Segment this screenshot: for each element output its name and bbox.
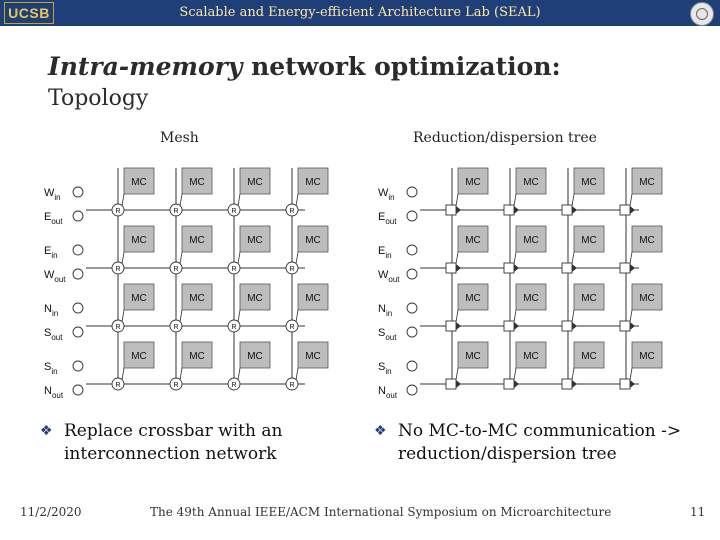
mc-label: MC: [639, 177, 655, 188]
port-label: $E_{out}$: [44, 211, 63, 226]
mc-link: [122, 252, 124, 264]
tree-arrow: [572, 380, 577, 388]
tree-arrow: [514, 322, 519, 330]
mc-link: [238, 194, 240, 206]
mc-link: [630, 310, 632, 322]
mc-label: MC: [131, 351, 147, 362]
router-label: R: [231, 266, 237, 273]
port-circle: [73, 269, 83, 279]
tree-node: [562, 379, 572, 389]
mc-label: MC: [639, 293, 655, 304]
port-label-sub: out: [385, 391, 398, 400]
mc-link: [630, 252, 632, 264]
diamond-bullet-icon: ❖: [374, 423, 387, 439]
port-label-sub: in: [51, 309, 59, 318]
mc-label: MC: [189, 177, 205, 188]
mc-link: [514, 252, 516, 264]
port-label-sub: in: [54, 193, 61, 202]
bullet-right: [374, 420, 694, 466]
mc-label: MC: [639, 235, 655, 246]
tree-node: [446, 379, 456, 389]
port-label-sub: out: [385, 217, 397, 226]
mc-link: [238, 252, 240, 264]
tree-arrow: [456, 206, 461, 214]
mc-label: MC: [465, 235, 481, 246]
port-circle: [407, 361, 417, 371]
tree-node: [620, 205, 630, 215]
mc-link: [180, 368, 182, 380]
tree-caption: Reduction/dispersion tree: [413, 130, 597, 146]
port-label-sub: out: [51, 217, 63, 226]
mc-label: MC: [465, 293, 481, 304]
mc-link: [456, 194, 458, 206]
mc-link: [630, 368, 632, 380]
port-label-sub: out: [385, 333, 397, 342]
tree-arrow: [514, 264, 519, 272]
tree-arrow: [572, 264, 577, 272]
port-label: $S_{in}$: [44, 361, 58, 376]
mc-link: [630, 194, 632, 206]
mc-link: [296, 310, 298, 322]
port-circle: [407, 245, 417, 255]
router-label: R: [289, 208, 295, 215]
tree-arrow: [456, 380, 461, 388]
ucsb-logo: UCSB: [4, 2, 54, 24]
port-label-sub: in: [385, 309, 393, 318]
tree-arrow: [572, 322, 577, 330]
mc-link: [514, 310, 516, 322]
mc-label: MC: [639, 351, 655, 362]
mc-label: MC: [131, 235, 147, 246]
slide-title-italic: Intra-memory: [48, 52, 243, 81]
router-label: R: [289, 266, 295, 273]
port-label: $W_{out}$: [44, 269, 66, 284]
footer-conference: The 49th Annual IEEE/ACM International Symposium on Microarchitecture: [150, 505, 612, 519]
mc-link: [122, 194, 124, 206]
page-number: 11: [690, 505, 706, 519]
mc-link: [456, 368, 458, 380]
tree-arrow: [630, 380, 635, 388]
mc-label: MC: [247, 177, 263, 188]
port-circle: [407, 327, 417, 337]
mc-link: [238, 368, 240, 380]
mesh-diagram: [30, 158, 350, 403]
tree-arrow: [572, 206, 577, 214]
mc-label: MC: [523, 177, 539, 188]
port-circle: [73, 303, 83, 313]
tree-node: [504, 321, 514, 331]
mc-link: [180, 252, 182, 264]
mc-link: [122, 310, 124, 322]
tree-arrow: [630, 264, 635, 272]
bullet-left: [40, 420, 330, 466]
router-label: R: [289, 382, 295, 389]
router-label: R: [173, 382, 179, 389]
mc-label: MC: [305, 235, 321, 246]
port-circle: [407, 211, 417, 221]
mc-link: [572, 310, 574, 322]
mc-label: MC: [523, 351, 539, 362]
router-label: R: [115, 266, 121, 273]
port-label-sub: out: [388, 275, 400, 284]
mc-link: [456, 252, 458, 264]
tree-node: [562, 205, 572, 215]
mc-label: MC: [581, 293, 597, 304]
mc-label: MC: [189, 293, 205, 304]
mc-link: [456, 310, 458, 322]
tree-node: [446, 263, 456, 273]
mc-link: [180, 310, 182, 322]
mc-link: [180, 194, 182, 206]
mc-label: MC: [581, 351, 597, 362]
mc-link: [296, 194, 298, 206]
port-label-sub: in: [385, 367, 392, 376]
mc-link: [296, 368, 298, 380]
port-label-sub: in: [388, 193, 395, 202]
router-label: R: [173, 208, 179, 215]
mc-link: [122, 368, 124, 380]
lab-name: Scalable and Energy-efficient Architecture Lab (SEAL): [179, 5, 541, 20]
mc-label: MC: [465, 177, 481, 188]
mc-label: MC: [247, 293, 263, 304]
router-label: R: [289, 324, 295, 331]
tree-arrow: [630, 322, 635, 330]
port-label: $E_{in}$: [378, 245, 392, 260]
port-label: $N_{out}$: [44, 385, 64, 400]
router-label: R: [115, 382, 121, 389]
port-circle: [407, 187, 417, 197]
port-label: $W_{in}$: [378, 187, 395, 202]
mc-label: MC: [523, 235, 539, 246]
mc-label: MC: [305, 293, 321, 304]
port-circle: [407, 269, 417, 279]
mc-label: MC: [131, 177, 147, 188]
mc-link: [572, 368, 574, 380]
port-circle: [73, 187, 83, 197]
port-label: $N_{out}$: [378, 385, 398, 400]
tree-arrow: [630, 206, 635, 214]
tree-node: [446, 321, 456, 331]
mc-label: MC: [131, 293, 147, 304]
port-circle: [407, 385, 417, 395]
mc-label: MC: [247, 235, 263, 246]
mc-label: MC: [523, 293, 539, 304]
mc-label: MC: [247, 351, 263, 362]
port-label: $W_{out}$: [378, 269, 400, 284]
port-circle: [73, 361, 83, 371]
tree-node: [504, 205, 514, 215]
tree-node: [446, 205, 456, 215]
mc-link: [572, 252, 574, 264]
port-label-sub: out: [51, 333, 63, 342]
diamond-bullet-icon: ❖: [40, 423, 53, 439]
tree-node: [620, 263, 630, 273]
mc-label: MC: [305, 351, 321, 362]
tree-node: [562, 263, 572, 273]
port-label: $S_{out}$: [44, 327, 63, 342]
tree-node: [562, 321, 572, 331]
port-label-sub: out: [51, 391, 64, 400]
port-circle: [73, 327, 83, 337]
port-circle: [407, 303, 417, 313]
port-label: $S_{out}$: [378, 327, 397, 342]
router-label: R: [115, 324, 121, 331]
port-label: $N_{in}$: [378, 303, 393, 318]
footer-date: 11/2/2020: [20, 505, 82, 519]
port-circle: [73, 385, 83, 395]
mc-label: MC: [189, 351, 205, 362]
port-label: $S_{in}$: [378, 361, 392, 376]
port-circle: [73, 211, 83, 221]
header-bar: [0, 0, 720, 26]
tree-arrow: [514, 206, 519, 214]
mc-link: [572, 194, 574, 206]
mc-label: MC: [465, 351, 481, 362]
router-label: R: [173, 266, 179, 273]
tree-arrow: [456, 264, 461, 272]
port-label: $W_{in}$: [44, 187, 61, 202]
router-label: R: [231, 208, 237, 215]
mc-link: [296, 252, 298, 264]
router-label: R: [231, 324, 237, 331]
mc-link: [514, 368, 516, 380]
mc-label: MC: [189, 235, 205, 246]
mc-link: [514, 194, 516, 206]
router-label: R: [115, 208, 121, 215]
port-label: $E_{in}$: [44, 245, 58, 260]
port-circle: [73, 245, 83, 255]
mc-link: [238, 310, 240, 322]
tree-node: [504, 263, 514, 273]
port-label-sub: in: [51, 367, 58, 376]
port-label-sub: in: [385, 251, 392, 260]
mesh-caption: Mesh: [160, 130, 199, 146]
bullet-left-text: Replace crossbar with an interconnection network: [64, 421, 283, 464]
mc-label: MC: [581, 177, 597, 188]
university-seal-icon: [690, 2, 714, 26]
tree-node: [504, 379, 514, 389]
slide-subtitle: Topology: [48, 86, 149, 111]
router-label: R: [173, 324, 179, 331]
mc-label: MC: [305, 177, 321, 188]
port-label: $E_{out}$: [378, 211, 397, 226]
tree-arrow: [456, 322, 461, 330]
tree-node: [620, 379, 630, 389]
tree-arrow: [514, 380, 519, 388]
bullet-right-text: No MC-to-MC communication -> reduction/dispersion tree: [398, 421, 682, 464]
tree-node: [620, 321, 630, 331]
port-label-sub: out: [54, 275, 66, 284]
slide-title: [48, 52, 561, 81]
port-label: $N_{in}$: [44, 303, 59, 318]
port-label-sub: in: [51, 251, 58, 260]
mc-label: MC: [581, 235, 597, 246]
tree-diagram: [364, 158, 684, 403]
router-label: R: [231, 382, 237, 389]
slide-title-rest: network optimization:: [242, 52, 561, 81]
